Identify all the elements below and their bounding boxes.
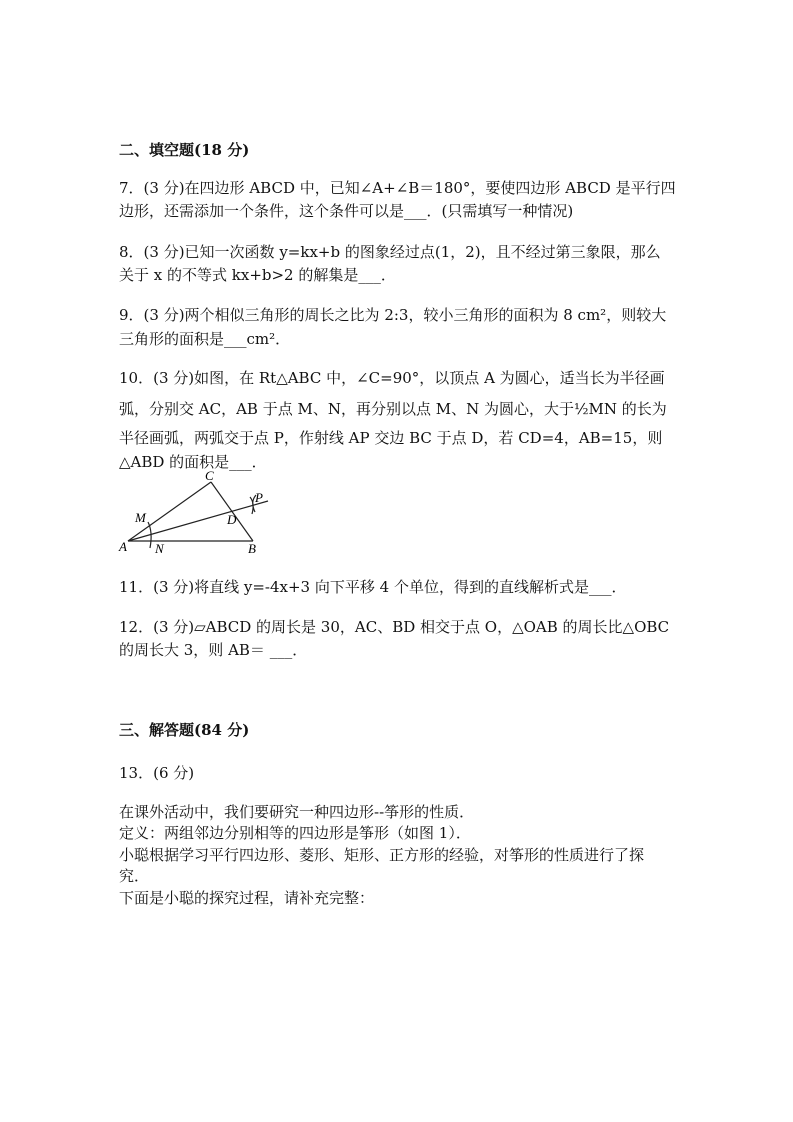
ray-ap [128,501,268,541]
q12-line-2: 的周长大 3，则 AB＝ ___． [119,641,308,659]
q8-line-1: 8．(3 分)已知一次函数 y=kx+b 的图象经过点(1，2)，且不经过第三象限，那么 [119,243,661,261]
q10-line-2: 弧，分别交 AC，AB 于点 M、N，再分别以点 M、N 为圆心，大于½MN 的长为 [119,400,667,418]
q7-line-1: 7．(3 分)在四边形 ABCD 中，已知∠A+∠B＝180°，要使四边形 ABCD 是平行四 [119,179,676,197]
label-n: N [155,541,164,556]
label-a: A [119,539,127,554]
q13-line-2: 定义：两组邻边分别相等的四边形是筝形（如图 1）． [119,824,471,842]
label-b: B [248,541,256,556]
label-c: C [205,468,214,483]
q9-line-2: 三角形的面积是___cm²． [119,330,291,348]
section-2-title: 二、填空题(18 分) [119,141,250,159]
label-m: M [135,510,146,525]
q13-line-5: 下面是小聪的探究过程，请补充完整： [119,889,375,907]
q7-line-2: 边形，还需添加一个条件，这个条件可以是___．(只需填写一种情况) [119,202,574,220]
label-p: P [255,490,263,505]
q13-header: 13．(6 分) [119,764,195,782]
q8-line-2: 关于 x 的不等式 kx+b>2 的解集是___． [119,266,396,284]
q12-line-1: 12．(3 分)▱ABCD 的周长是 30，AC、BD 相交于点 O，△OAB 的周长比△OBC [119,618,670,636]
q13-line-4: 究． [119,867,150,885]
q10-line-1: 10．(3 分)如图，在 Rt△ABC 中，∠C=90°，以顶点 A 为圆心，适当长为半径画 [119,369,665,387]
q13-line-1: 在课外活动中，我们要研究一种四边形--筝形的性质． [119,803,475,821]
q9-line-1: 9．(3 分)两个相似三角形的周长之比为 2:3，较小三角形的面积为 8 cm²，则较大 [119,306,667,324]
q13-line-3: 小聪根据学习平行四边形、菱形、矩形、正方形的经验，对筝形的性质进行了探 [119,846,645,864]
q10-line-4: △ABD 的面积是___． [119,453,267,471]
section-3-title: 三、解答题(84 分) [119,721,250,739]
label-d: D [227,512,237,527]
q11-line-1: 11．(3 分)将直线 y=-4x+3 向下平移 4 个单位，得到的直线解析式是___． [119,578,627,596]
q10-line-3: 半径画弧，两弧交于点 P，作射线 AP 交边 BC 于点 D，若 CD=4，AB=15，则 [119,429,663,447]
